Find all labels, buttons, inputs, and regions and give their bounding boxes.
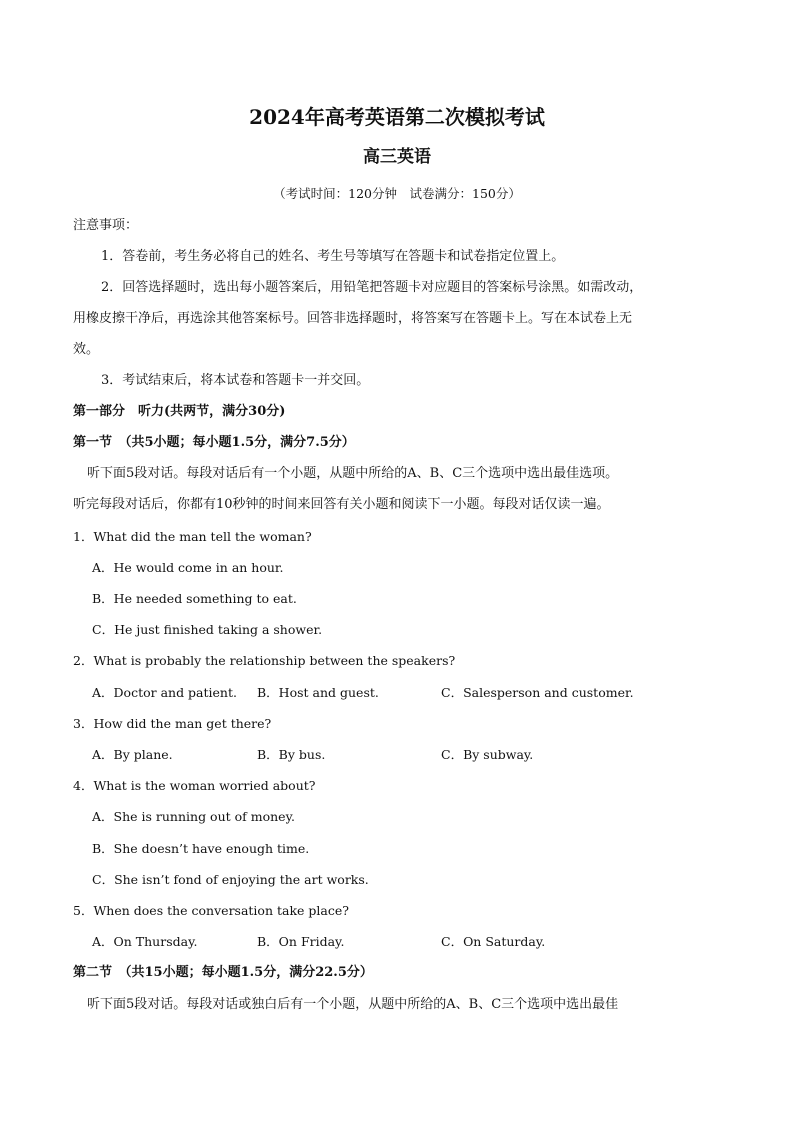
part1-heading: 第一部分 听力(共两节，满分30分): [73, 404, 286, 419]
notes-item-2-line-2: 用橡皮擦干净后，再选涂其他答案标号。回答非选择题时，将答案写在答题卡上。写在本试卷上无: [73, 311, 633, 326]
question-2-option-b: B．Host and guest.: [257, 685, 379, 700]
question-3-option-c: C．By subway.: [441, 747, 534, 762]
notes-item-2-line-3: 效。: [73, 342, 100, 357]
question-1-stem: 1．What did the man tell the woman?: [73, 529, 312, 544]
notes-item-2-line-1: 2．回答选择题时，选出每小题答案后，用铅笔把答题卡对应题目的答案标号涂黑。如需改动，: [101, 280, 643, 295]
exam-time-info: （考试时间：120分钟 试卷满分：150分）: [273, 186, 521, 201]
question-1-option-c: C．He just finished taking a shower.: [92, 622, 323, 637]
page-title: 2024年高考英语第二次模拟考试: [249, 105, 545, 129]
section2-instructions-line-1: 听下面5段对话。每段对话或独白后有一个小题，从题中所给的A、B、C三个选项中选出最佳: [87, 997, 619, 1012]
question-1-option-a: A．He would come in an hour.: [92, 560, 284, 575]
question-5-stem: 5．When does the conversation take place?: [73, 903, 349, 918]
notes-item-1: 1．答卷前，考生务必将自己的姓名、考生号等填写在答题卡和试卷指定位置上。: [101, 249, 565, 264]
question-3-option-a: A．By plane.: [92, 747, 173, 762]
section1-heading: 第一节 （共5小题；每小题1.5分，满分7.5分）: [73, 435, 355, 450]
section2-heading: 第二节 （共15小题；每小题1.5分，满分22.5分）: [73, 965, 373, 980]
question-4-stem: 4．What is the woman worried about?: [73, 778, 316, 793]
question-5-option-a: A．On Thursday.: [92, 934, 198, 949]
question-2-option-c: C．Salesperson and customer.: [441, 685, 634, 700]
question-5-option-b: B．On Friday.: [257, 934, 345, 949]
question-3-option-b: B．By bus.: [257, 747, 326, 762]
question-4-option-a: A．She is running out of money.: [92, 809, 295, 824]
section1-instructions-line-2: 听完每段对话后，你都有10秒钟的时间来回答有关小题和阅读下一小题。每段对话仅读一遍。: [73, 497, 610, 512]
question-1-option-b: B．He needed something to eat.: [92, 591, 297, 606]
section1-instructions-line-1: 听下面5段对话。每段对话后有一个小题，从题中所给的A、B、C三个选项中选出最佳选项。: [87, 466, 619, 481]
question-3-stem: 3．How did the man get there?: [73, 716, 272, 731]
question-4-option-b: B．She doesn’t have enough time.: [92, 841, 310, 856]
page-subtitle: 高三英语: [363, 147, 431, 167]
question-4-option-c: C．She isn’t fond of enjoying the art works.: [92, 872, 369, 887]
question-2-option-a: A．Doctor and patient.: [92, 685, 237, 700]
notes-item-3: 3．考试结束后，将本试卷和答题卡一并交回。: [101, 373, 370, 388]
notes-heading: 注意事项：: [73, 218, 139, 233]
question-5-option-c: C．On Saturday.: [441, 934, 546, 949]
question-2-stem: 2．What is probably the relationship between the speakers?: [73, 653, 456, 668]
